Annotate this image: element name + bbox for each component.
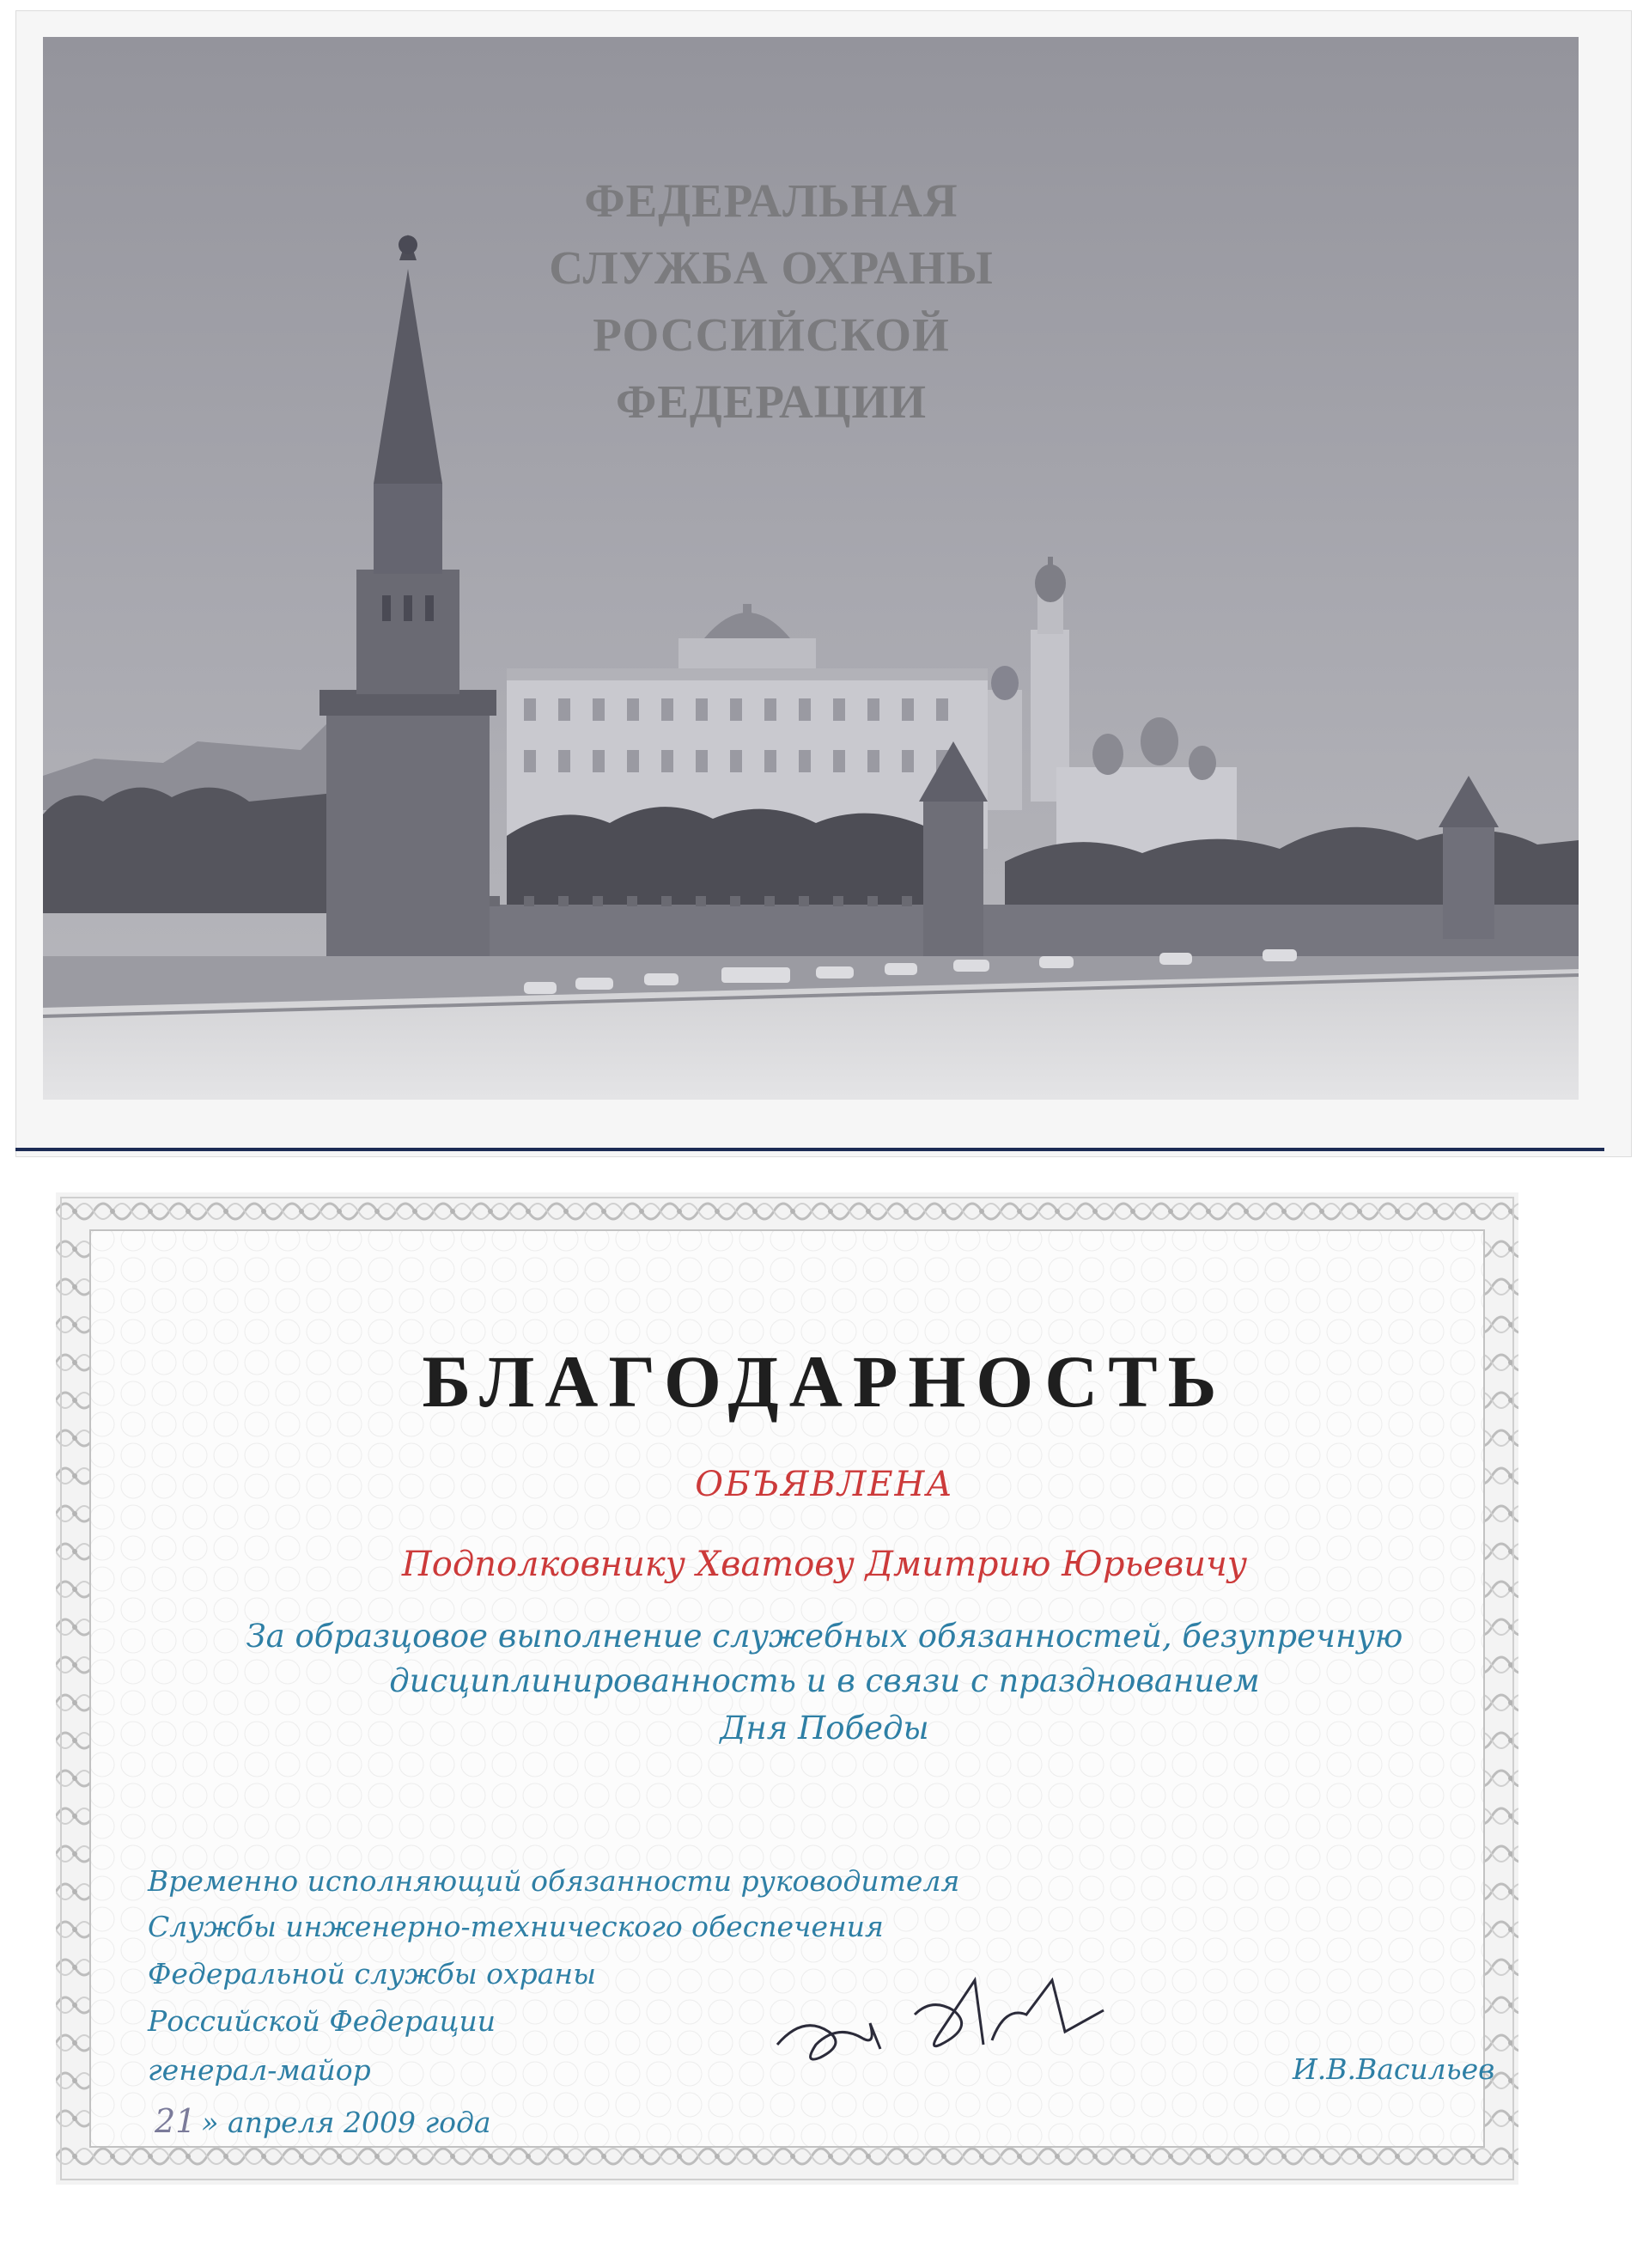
cover-title-line: СЛУЖБА ОХРАНЫ (549, 241, 994, 294)
signatory-line: генерал-майор (148, 2053, 371, 2087)
reason-line: дисциплинированность и в связи с празднованием (389, 1662, 1260, 1699)
date-day: 21 (155, 2102, 197, 2140)
signatory-line: Федеральной службы охраны (148, 1957, 597, 1991)
cover-page (15, 10, 1632, 1157)
cover-title-line: ФЕДЕРАЦИИ (615, 375, 928, 428)
reason-line: За образцовое выполнение служебных обязанностей, безупречную (246, 1618, 1403, 1655)
signatory-line: Временно исполняющий обязанности руководителя (148, 1864, 960, 1898)
date-line (155, 2102, 491, 2140)
reason-line: Дня Победы (720, 1710, 929, 1747)
date-rest: » апреля 2009 года (201, 2106, 491, 2139)
certificate-heading: БЛАГОДАРНОСТЬ (422, 1340, 1227, 1423)
cover-title (462, 168, 1080, 436)
recipient-name: Подполковнику Хватову Дмитрию Юрьевичу (401, 1545, 1248, 1584)
signatory-line: Российской Федерации (148, 2004, 496, 2038)
cover-title-line: РОССИЙСКОЙ (593, 308, 950, 361)
cover-edge (15, 1148, 1604, 1151)
cover-title-line: ФЕДЕРАЛЬНАЯ (584, 174, 958, 227)
handwritten-signature (769, 1963, 1112, 2075)
signer-name: И.В.Васильев (1293, 2052, 1495, 2086)
announced-label: ОБЪЯВЛЕНА (695, 1465, 954, 1504)
signatory-line: Службы инженерно-технического обеспечения (148, 1910, 884, 1943)
